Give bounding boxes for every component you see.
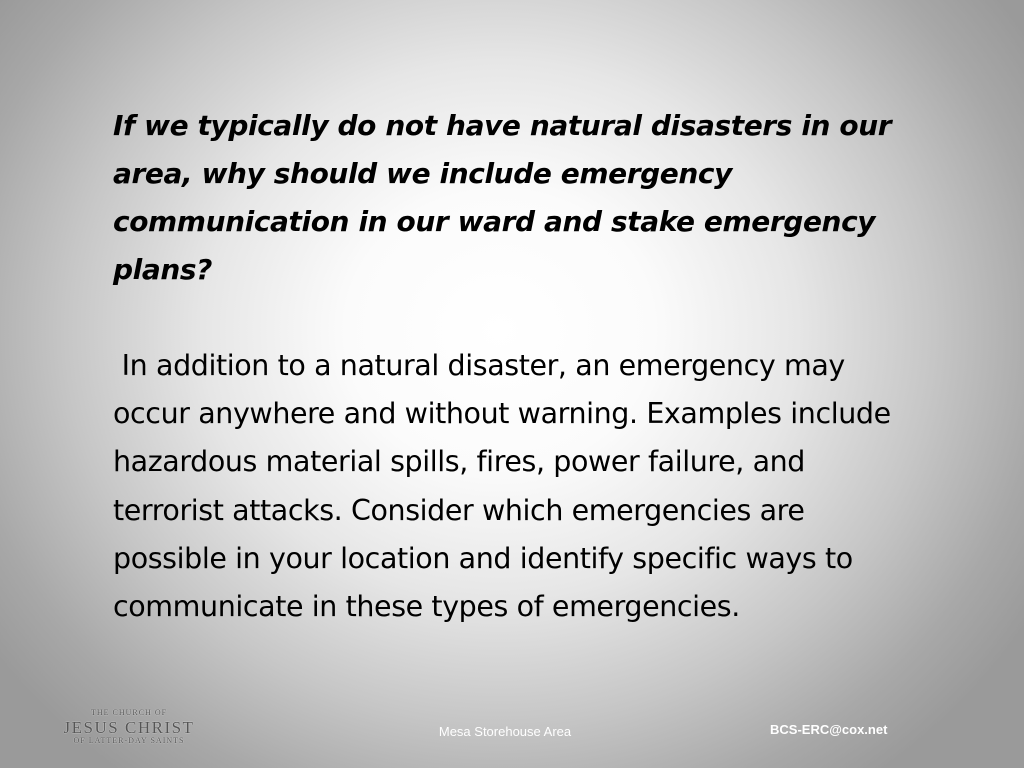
logo-line-top: THE CHURCH OF — [90, 708, 168, 717]
logo-line-bottom: OF LATTER-DAY SAINTS — [73, 736, 185, 745]
footer-location: Mesa Storehouse Area — [438, 724, 572, 739]
church-logo — [58, 709, 200, 753]
slide-question: If we typically do not have natural disasters in our area, why should we include emergency communication in our ward and stake emergency plans? — [113, 109, 892, 286]
slide-body — [113, 102, 913, 631]
footer-email: BCS-ERC@cox.net — [770, 722, 888, 737]
logo-line-main: JESUS CHRIST — [63, 718, 195, 737]
slide-answer: In addition to a natural disaster, an emergency may occur anywhere and without warning. Examples include hazardous material spills, fires, power failure, and terrorist attacks. Consider which emergencies are possible in your location and identify specific ways to communicate in these types of emergencies. — [113, 349, 900, 624]
